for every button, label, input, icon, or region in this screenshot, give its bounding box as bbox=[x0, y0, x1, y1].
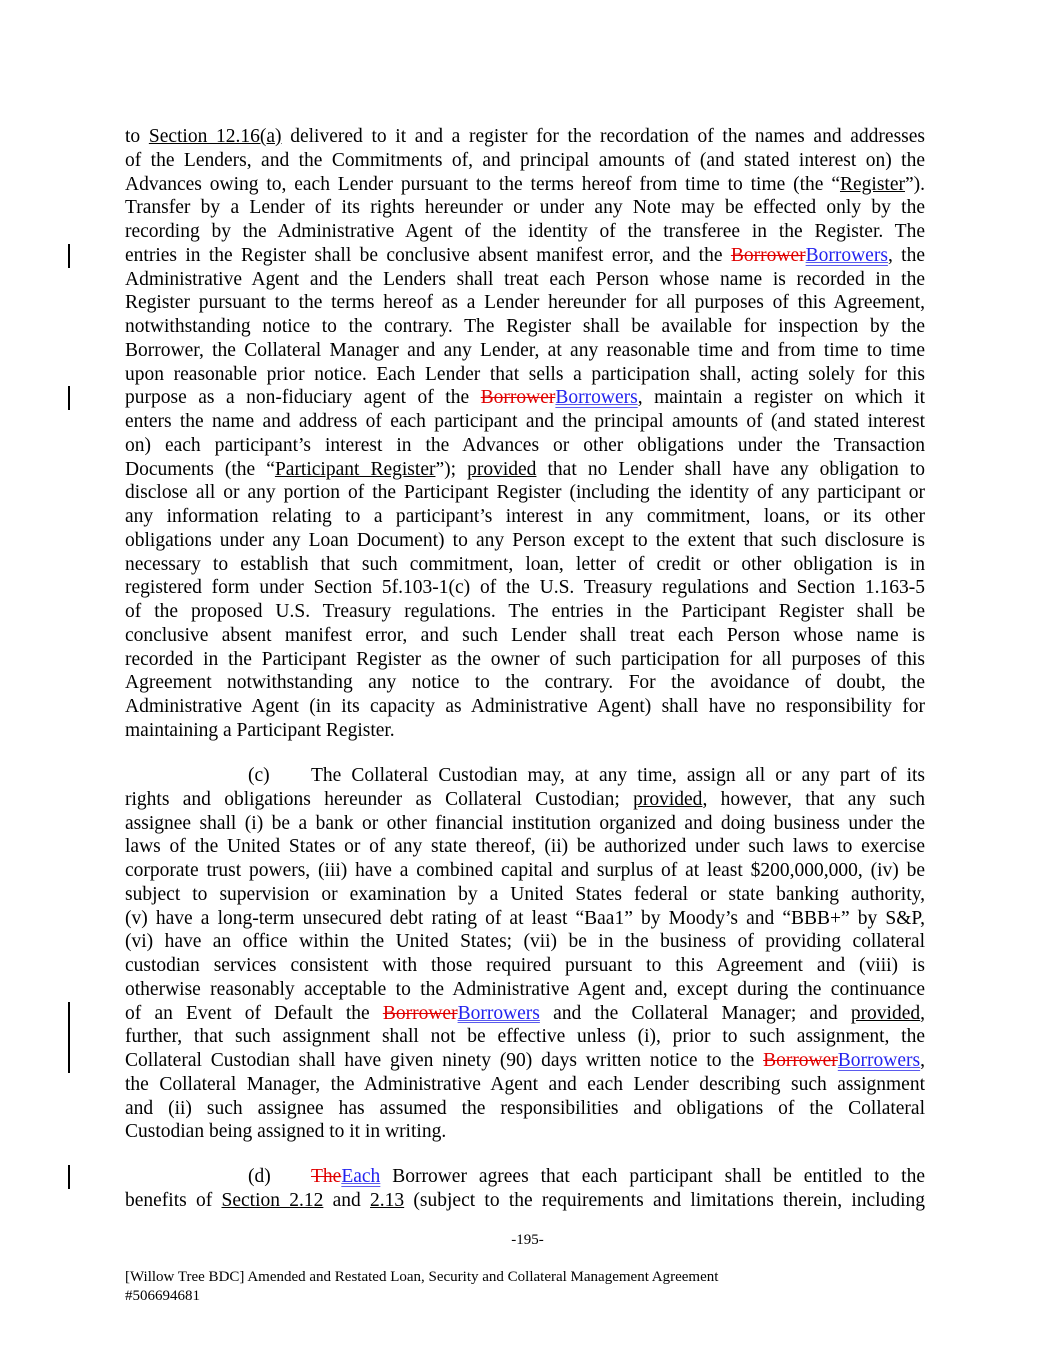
text-line bbox=[125, 883, 925, 907]
text-run: registered form under Section 5f.103-1(c) of the U.S. Treasury regulations and Section 1.163-5 bbox=[125, 577, 925, 599]
inserted-text: Borrowers bbox=[837, 1050, 921, 1071]
change-bar bbox=[68, 1002, 70, 1026]
text-run: to bbox=[125, 126, 149, 147]
text-run: otherwise reasonably acceptable to the Administrative Agent and, except during the continuance bbox=[125, 978, 925, 1000]
text-run: Administrative Agent and the Lenders shall treat each Person whose name is recorded in the bbox=[125, 268, 925, 290]
underlined-text: provided bbox=[633, 788, 703, 810]
text-run: benefits of bbox=[125, 1189, 222, 1211]
text-run: Documents (the “ bbox=[125, 458, 275, 480]
text-run: (vi) have an office within the United States; (vii) be in the business of providing collateral bbox=[125, 931, 925, 953]
text-line bbox=[125, 648, 925, 672]
text-run: the Collateral Manager, the Administrative Agent and each Lender describing such assignment bbox=[125, 1073, 925, 1095]
text-line bbox=[125, 835, 925, 859]
section-label: (d) bbox=[248, 1166, 271, 1187]
section-label: (c) bbox=[248, 765, 270, 786]
change-bar bbox=[68, 1165, 70, 1189]
text-run: disclose all or any portion of the Participant Register (including the identity of any participant or bbox=[125, 482, 925, 504]
underlined-text: provided bbox=[467, 458, 537, 480]
deleted-text: Borrower bbox=[763, 1050, 838, 1071]
paragraph-register bbox=[125, 125, 925, 743]
text-run: rights and obligations hereunder as Collateral Custodian; bbox=[125, 788, 634, 810]
inserted-text: Borrowers bbox=[457, 1002, 540, 1024]
inserted-text: Each bbox=[341, 1166, 381, 1187]
text-line bbox=[125, 671, 925, 695]
underlined-text: 2.13 bbox=[370, 1189, 405, 1211]
text-run: , maintain a register on which it bbox=[637, 387, 925, 409]
text-run: (subject to the requirements and limitations therein, including bbox=[404, 1189, 925, 1211]
inserted-text: Borrowers bbox=[805, 244, 888, 266]
text-run: and the Collateral Manager; and bbox=[539, 1002, 851, 1024]
underlined-text: Section 2.12 bbox=[221, 1189, 324, 1211]
text-run: Borrower agrees that each participant shall be entitled to the bbox=[380, 1166, 925, 1187]
change-bar bbox=[68, 1025, 70, 1049]
deleted-text: The bbox=[311, 1166, 342, 1187]
text-line bbox=[125, 1049, 925, 1073]
text-line bbox=[125, 149, 925, 173]
text-line bbox=[125, 220, 925, 244]
text-line bbox=[125, 576, 925, 600]
text-run: delivered to it and a register for the recordation of the names and addresses bbox=[281, 126, 925, 147]
change-bar bbox=[68, 244, 70, 268]
text-run: of the proposed U.S. Treasury regulations. The entries in the Participant Register shall be bbox=[125, 601, 925, 622]
text-run: further, that such assignment shall not be effective unless (i), prior to such assignment, the bbox=[125, 1026, 925, 1048]
text-line bbox=[125, 695, 925, 719]
text-run: and bbox=[323, 1189, 371, 1211]
text-run: , the bbox=[887, 244, 925, 266]
text-line bbox=[125, 363, 925, 387]
text-run: subject to supervision or examination by a United States federal or state banking authority, bbox=[125, 883, 925, 905]
text-run: entries in the Register shall be conclusive absent manifest error, and the bbox=[125, 244, 731, 266]
text-line bbox=[125, 907, 925, 931]
text-line bbox=[125, 386, 925, 410]
text-run: enters the name and address of each participant and the principal amounts of (and stated interest bbox=[125, 411, 925, 432]
underlined-text: Section 12.16(a) bbox=[148, 126, 282, 147]
text-line bbox=[125, 268, 925, 292]
deleted-text: Borrower bbox=[480, 387, 556, 409]
paragraph-c-collateral-custodian bbox=[125, 764, 925, 1144]
text-line bbox=[125, 339, 925, 363]
text-line bbox=[125, 788, 925, 812]
text-run: Advances owing to, each Lender pursuant to the terms hereof from time to time (the “ bbox=[125, 173, 840, 195]
underlined-text: provided bbox=[850, 1002, 921, 1024]
text-line bbox=[125, 434, 925, 458]
text-run: assignee shall (i) be a bank or other financial institution organized and doing business under the bbox=[125, 812, 925, 834]
text-run: on) each participant’s interest in the Advances or other obligations under the Transaction bbox=[125, 434, 925, 456]
text-line bbox=[125, 125, 925, 149]
text-run: Register pursuant to the terms hereof as a Lender hereunder for all purposes of this Agreement, bbox=[125, 292, 925, 314]
text-line bbox=[125, 600, 925, 624]
paragraph-d-participant-benefits bbox=[125, 1165, 925, 1213]
text-line bbox=[125, 1002, 925, 1026]
footer bbox=[125, 1268, 718, 1306]
page-number: -195- bbox=[511, 1232, 544, 1248]
text-line bbox=[125, 812, 925, 836]
underlined-text: Register bbox=[839, 173, 905, 195]
text-line bbox=[125, 1073, 925, 1097]
text-run: of the Lenders, and the Commitments of, and principal amounts of (and stated interest on) the bbox=[125, 149, 925, 171]
text-line bbox=[125, 1097, 925, 1121]
text-run: maintaining a Participant Register. bbox=[125, 719, 395, 741]
text-line bbox=[125, 930, 925, 954]
deleted-text: Borrower bbox=[730, 244, 806, 266]
text-run: Transfer by a Lender of its rights hereunder or under any Note may be effected only by the bbox=[125, 197, 925, 219]
underlined-text: Participant Register bbox=[274, 458, 436, 480]
text-run: laws of the United States or of any state thereof, (ii) be authorized under such laws to exercise bbox=[125, 836, 925, 858]
text-run: conclusive absent manifest error, and such Lender shall treat each Person whose name is bbox=[125, 624, 925, 646]
text-run: obligations under any Loan Document) to any Person except to the extent that such disclosure is bbox=[125, 529, 925, 551]
text-line bbox=[125, 173, 925, 197]
text-line bbox=[125, 529, 925, 553]
text-line bbox=[125, 1189, 925, 1213]
text-run: Borrower, the Collateral Manager and any Lender, at any reasonable time and from time to time bbox=[125, 339, 925, 361]
text-line bbox=[125, 719, 925, 743]
change-bar bbox=[68, 1049, 70, 1073]
deleted-text: Borrower bbox=[382, 1002, 458, 1024]
text-line bbox=[125, 458, 925, 482]
text-run: recorded in the Participant Register as the owner of such participation for all purposes of this bbox=[125, 648, 925, 670]
footer-doc-id: #506694681 bbox=[125, 1288, 200, 1304]
text-run: Collateral Custodian shall have given ninety (90) days written notice to the bbox=[125, 1050, 764, 1071]
text-line bbox=[125, 1025, 925, 1049]
text-run: purpose as a non-fiduciary agent of the bbox=[125, 387, 481, 409]
text-run: Administrative Agent (in its capacity as Administrative Agent) shall have no responsibility for bbox=[125, 696, 925, 717]
text-run: that no Lender shall have any obligation to bbox=[536, 458, 925, 480]
text-line bbox=[125, 410, 925, 434]
text-run: Agreement notwithstanding any notice to the contrary. For the avoidance of doubt, the bbox=[125, 672, 925, 694]
text-line bbox=[125, 553, 925, 577]
text-run: custodian services consistent with those required pursuant to this Agreement and (viii) is bbox=[125, 955, 925, 976]
text-line bbox=[125, 196, 925, 220]
change-bar bbox=[68, 386, 70, 410]
text-line bbox=[125, 624, 925, 648]
text-line bbox=[125, 291, 925, 315]
text-line bbox=[125, 978, 925, 1002]
text-run: recording by the Administrative Agent of the identity of the transferee in the Register. The bbox=[125, 221, 925, 242]
text-run: and (ii) such assignee has assumed the responsibilities and obligations of the Collateral bbox=[125, 1097, 925, 1119]
text-run: of an Event of Default the bbox=[125, 1002, 383, 1024]
text-run: , bbox=[920, 1002, 926, 1024]
text-run: , bbox=[920, 1050, 925, 1071]
text-run: , however, that any such bbox=[702, 788, 925, 810]
text-run: ”). bbox=[904, 173, 925, 195]
footer-title: [Willow Tree BDC] Amended and Restated Loan, Security and Collateral Management Agreement bbox=[125, 1269, 719, 1285]
text-run: The Collateral Custodian may, at any time, assign all or any part of its bbox=[311, 765, 925, 786]
text-run: necessary to establish that such commitment, loan, letter of credit or other obligation is in bbox=[125, 553, 925, 575]
text-run: corporate trust powers, (iii) have a combined capital and surplus of at least $200,000,000, (iv) be bbox=[125, 860, 925, 881]
text-line bbox=[125, 1120, 925, 1144]
text-run: ”); bbox=[435, 458, 468, 480]
text-line bbox=[125, 505, 925, 529]
text-line bbox=[125, 315, 925, 339]
text-run: any information relating to a participant’s interest in any commitment, loans, or its other bbox=[125, 506, 925, 527]
text-run: (v) have a long-term unsecured debt rating of at least “Baa1” by Moody’s and “BBB+” by S&P, bbox=[125, 907, 925, 929]
text-run: upon reasonable prior notice. Each Lender that sells a participation shall, acting solely for this bbox=[125, 363, 925, 385]
text-line bbox=[125, 481, 925, 505]
text-line bbox=[248, 764, 925, 788]
inserted-text: Borrowers bbox=[555, 387, 638, 409]
text-line bbox=[125, 244, 925, 268]
text-line bbox=[125, 954, 925, 978]
text-run: notwithstanding notice to the contrary. The Register shall be available for inspection by the bbox=[125, 316, 925, 337]
text-line bbox=[125, 859, 925, 883]
text-line bbox=[248, 1165, 925, 1189]
text-run: Custodian being assigned to it in writing. bbox=[125, 1121, 447, 1143]
